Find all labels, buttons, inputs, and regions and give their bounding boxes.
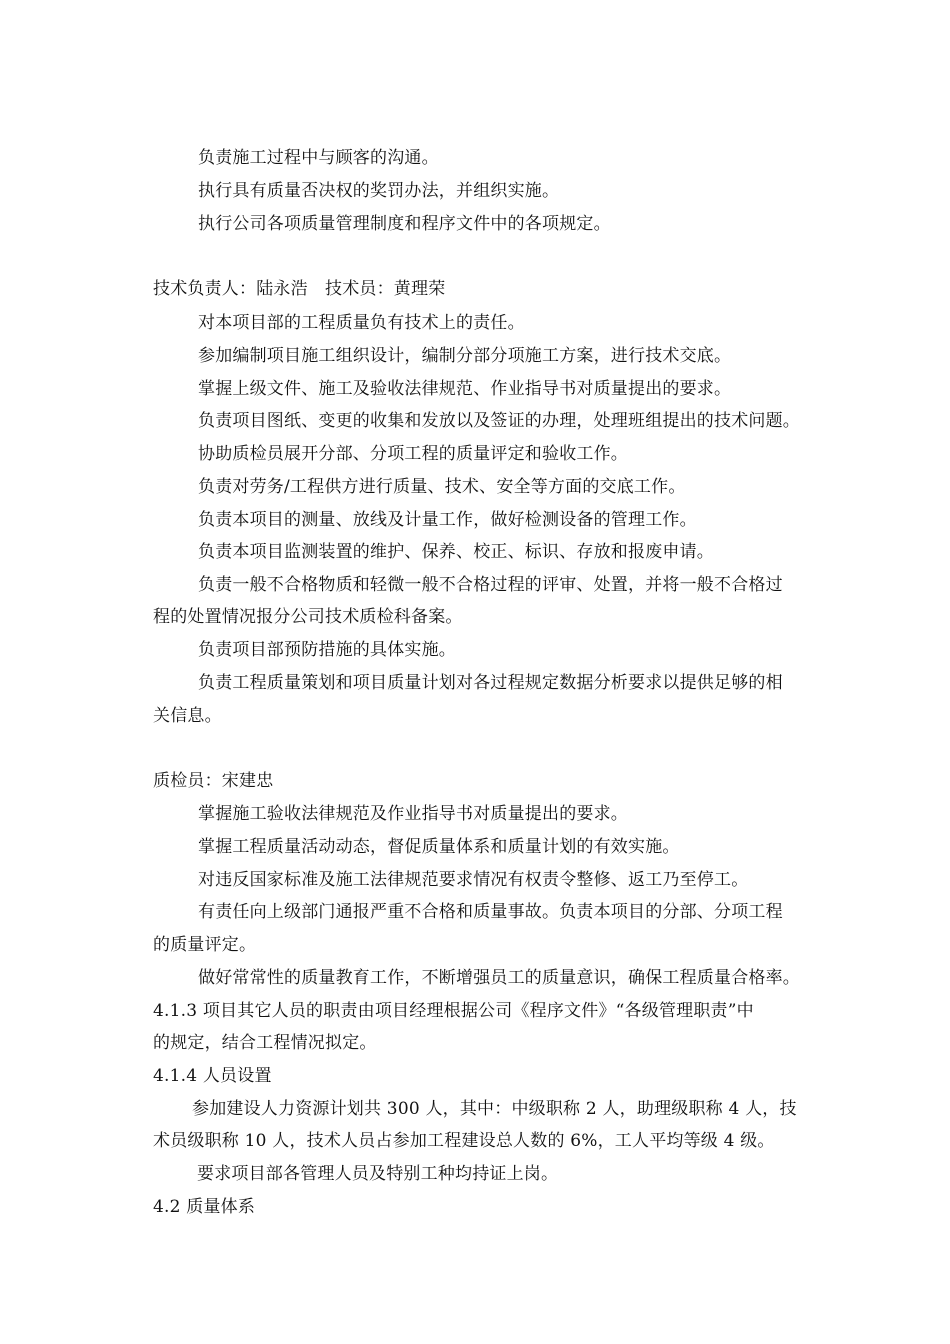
list-item: 负责对劳务/工程供方进行质量、技术、安全等方面的交底工作。	[198, 477, 686, 497]
list-item-continuation: 的质量评定。	[153, 935, 257, 955]
list-item: 负责工程质量策划和项目质量计划对各过程规定数据分析要求以提供足够的相	[198, 673, 783, 693]
list-item-continuation: 程的处置情况报分公司技术质检科备案。	[153, 607, 463, 627]
list-item: 掌握施工验收法律规范及作业指导书对质量提出的要求。	[198, 804, 628, 824]
list-item-continuation: 关信息。	[153, 706, 222, 726]
section-heading-qc: 质检员：宋建忠	[153, 771, 274, 791]
list-item: 做好常常性的质量教育工作，不断增强员工的质量意识，确保工程质量合格率。	[198, 968, 800, 988]
list-item: 参加编制项目施工组织设计，编制分部分项施工方案，进行技术交底。	[198, 346, 732, 366]
paragraph-line: 执行公司各项质量管理制度和程序文件中的各项规定。	[198, 214, 611, 234]
list-item: 对本项目部的工程质量负有技术上的责任。	[198, 313, 525, 333]
paragraph-line: 执行具有质量否决权的奖罚办法，并组织实施。	[198, 181, 560, 201]
paragraph-line: 参加建设人力资源计划共 300 人，其中：中级职称 2 人，助理级职称 4 人，技	[192, 1099, 797, 1119]
list-item: 负责本项目监测装置的维护、保养、校正、标识、存放和报废申请。	[198, 542, 714, 562]
list-item: 负责一般不合格物质和轻微一般不合格过程的评审、处置，并将一般不合格过	[198, 575, 783, 595]
section-413-line2: 的规定，结合工程情况拟定。	[153, 1033, 377, 1053]
section-heading-tech: 技术负责人：陆永浩 技术员：黄理荣	[153, 279, 446, 299]
list-item: 对违反国家标准及施工法律规范要求情况有权责令整修、返工乃至停工。	[198, 870, 749, 890]
list-item: 负责项目图纸、变更的收集和发放以及签证的办理，处理班组提出的技术问题。	[198, 411, 800, 431]
paragraph-line: 术员级职称 10 人，技术人员占参加工程建设总人数的 6%，工人平均等级 4 级。	[153, 1131, 775, 1151]
section-heading-414: 4.1.4 人员设置	[153, 1066, 272, 1086]
list-item: 掌握工程质量活动动态，督促质量体系和质量计划的有效实施。	[198, 837, 680, 857]
list-item: 负责项目部预防措施的具体实施。	[198, 640, 456, 660]
section-413-line1: 4.1.3 项目其它人员的职责由项目经理根据公司《程序文件》“各级管理职责”中	[153, 1001, 754, 1021]
paragraph-line: 要求项目部各管理人员及特别工种均持证上岗。	[197, 1164, 559, 1184]
paragraph-line: 负责施工过程中与顾客的沟通。	[198, 148, 439, 168]
list-item: 负责本项目的测量、放线及计量工作，做好检测设备的管理工作。	[198, 510, 697, 530]
list-item: 有责任向上级部门通报严重不合格和质量事故。负责本项目的分部、分项工程	[198, 902, 783, 922]
list-item: 协助质检员展开分部、分项工程的质量评定和验收工作。	[198, 444, 628, 464]
section-heading-42: 4.2 质量体系	[153, 1197, 256, 1217]
list-item: 掌握上级文件、施工及验收法律规范、作业指导书对质量提出的要求。	[198, 379, 732, 399]
